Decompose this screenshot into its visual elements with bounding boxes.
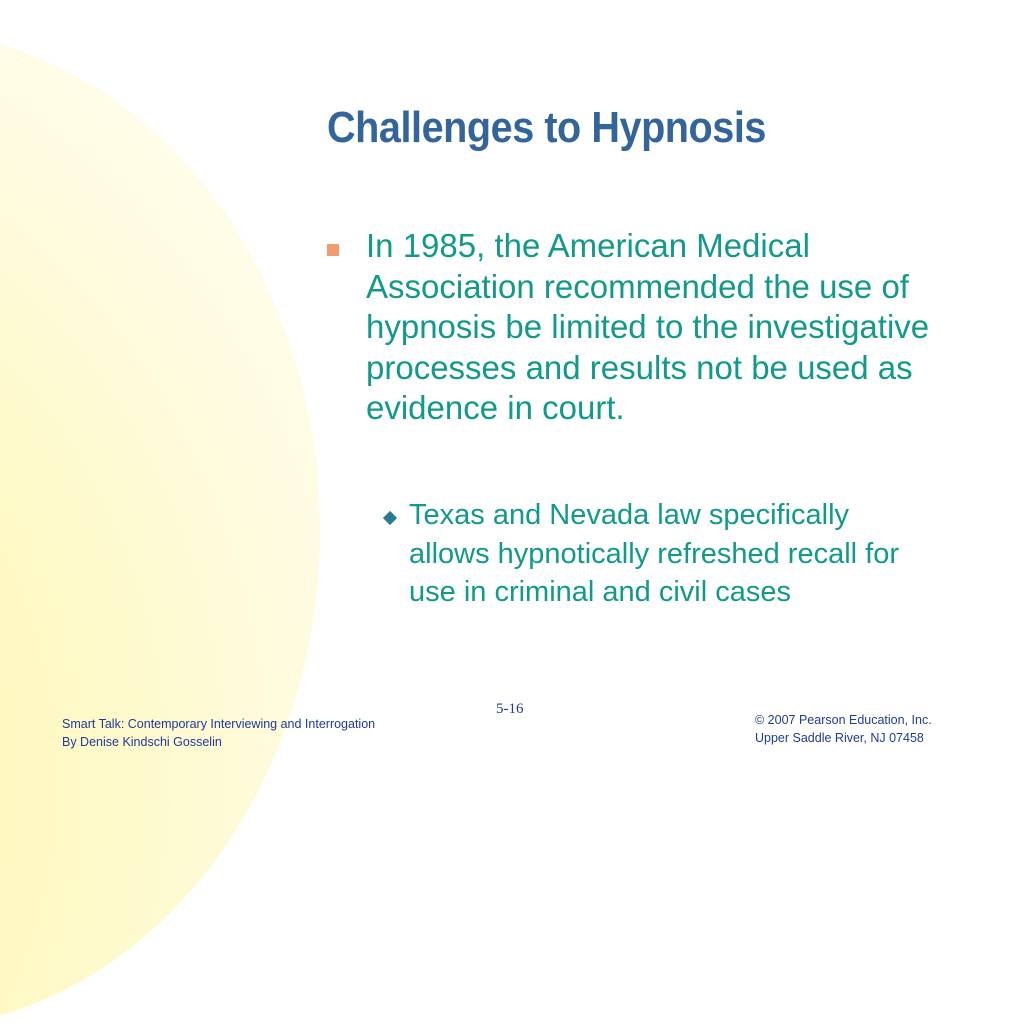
background-gradient-shape — [0, 30, 320, 1030]
square-bullet-icon — [327, 244, 339, 256]
footer-book-info — [62, 715, 375, 751]
slide-title: Challenges to Hypnosis — [327, 103, 766, 152]
sub-bullet-text: Texas and Nevada law specifically allows hypnotically refreshed recall for use in criminal and civil cases — [409, 499, 899, 608]
sub-bullet-item — [381, 496, 941, 612]
footer-author: By Denise Kindschi Gosselin — [62, 735, 222, 749]
main-bullet-text: In 1985, the American Medical Association recommended the use of hypnosis be limited to the investigative processes and results not be used as evidence in court. — [366, 227, 930, 426]
diamond-bullet-icon — [383, 511, 397, 525]
footer-copyright: © 2007 Pearson Education, Inc. — [755, 713, 932, 727]
page-number: 5-16 — [496, 701, 524, 717]
footer-book-title: Smart Talk: Contemporary Interviewing and Interrogation — [62, 717, 376, 731]
footer-location: Upper Saddle River, NJ 07458 — [755, 731, 924, 745]
main-bullet-item — [327, 226, 957, 429]
footer-publisher-info — [755, 711, 932, 747]
